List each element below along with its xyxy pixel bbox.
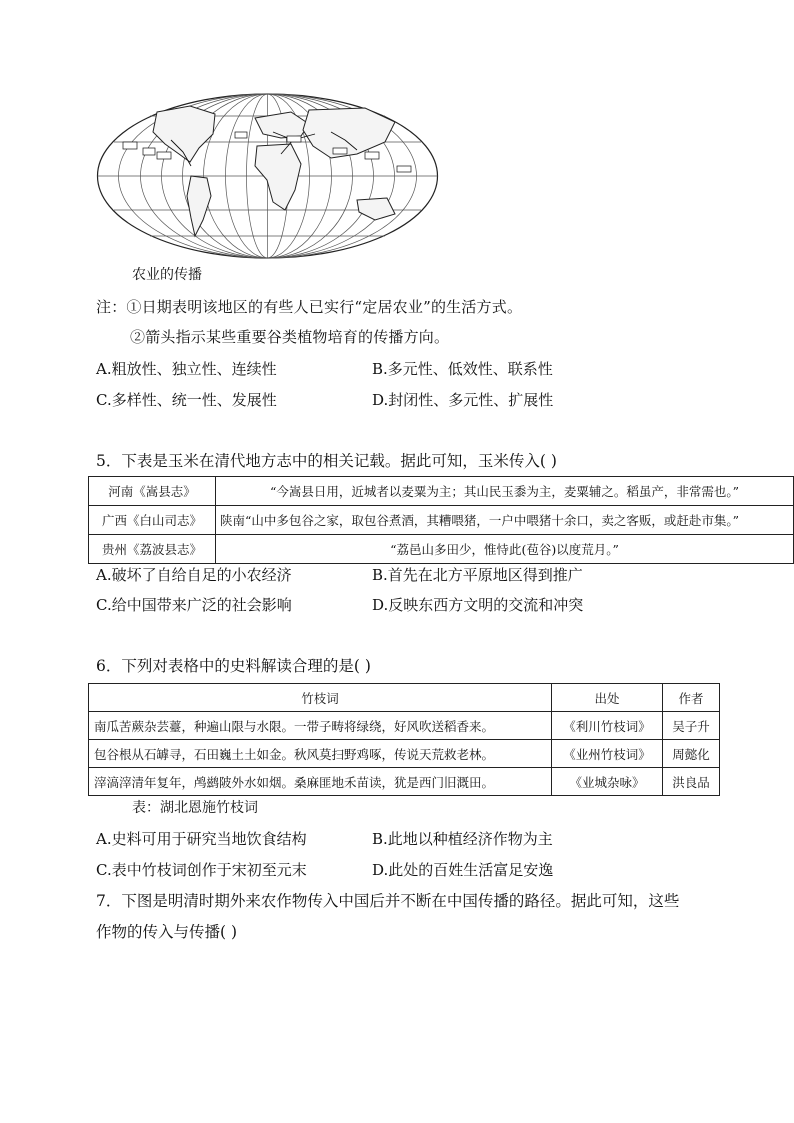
q5-option-d: D.反映东西方文明的交流和冲突 [372, 596, 584, 614]
figure-note-2: ②箭头指示某些重要谷类植物培育的传播方向。 [130, 328, 450, 346]
table-cell-author: 吴子升 [663, 712, 720, 740]
table-cell-poem: 南瓜苦蕨杂芸薹，种遍山限与水限。一带子畴将绿绕，好风吹送稻香来。 [89, 712, 552, 740]
q5-stem: 5．下表是玉米在清代地方志中的相关记载。据此可知，玉米传入( ) [96, 452, 557, 470]
table-cell-text: “荔邑山多田少，惟恃此(苞谷)以度荒月。” [216, 535, 794, 564]
table-row [89, 740, 720, 768]
q4-option-b: B.多元性、低效性、联系性 [372, 360, 553, 378]
table-cell-source: 《利川竹枝词》 [552, 712, 663, 740]
table-cell-text: “今嵩县日用，近城者以麦粟为主；其山民玉黍为主，麦粟辅之。稻虽产，非常需也。” [216, 477, 794, 506]
table-row [89, 535, 794, 564]
table-cell-source: 贵州《荔波县志》 [89, 535, 216, 564]
figure-caption: 农业的传播 [132, 267, 202, 283]
table-cell-poem: 滓滈滓清年复年，鸬鹚陂外水如烟。桑麻匪地禾苗读，犹是西门旧溉田。 [89, 768, 552, 796]
q5-option-c: C.给中国带来广泛的社会影响 [96, 596, 292, 614]
q6-option-c: C.表中竹枝词创作于宋初至元末 [96, 861, 307, 879]
q6-option-b: B.此地以种植经济作物为主 [372, 830, 553, 848]
table-cell-poem: 包谷根从石罅寻，石田巍土土如金。秋风莫扫野鸡啄，传说天荒救老林。 [89, 740, 552, 768]
map-continents [153, 106, 395, 236]
table-cell-author: 周懿化 [663, 740, 720, 768]
table-row [89, 506, 794, 535]
q4-option-c: C.多样性、统一性、发展性 [96, 391, 277, 409]
table-header: 出处 [552, 684, 663, 712]
table-header: 竹枝词 [89, 684, 552, 712]
table-row [89, 712, 720, 740]
table-cell-text: 陕南“山中多包谷之家，取包谷煮酒，其糟喂猪，一户中喂猪十余口，卖之客贩，或赶赴市集。” [216, 506, 794, 535]
q6-table [88, 683, 720, 796]
q4-option-a: A.粗放性、独立性、连续性 [96, 360, 277, 378]
world-agriculture-map [95, 92, 440, 260]
q6-option-a: A.史料可用于研究当地饮食结构 [96, 830, 307, 848]
q5-option-a: A.破坏了自给自足的小农经济 [96, 566, 292, 584]
q6-stem: 6．下列对表格中的史料解读合理的是( ) [96, 657, 371, 675]
q6-table-caption: 表：湖北恩施竹枝词 [132, 800, 258, 816]
figure-note-1: 注：①日期表明该地区的有些人已实行“定居农业”的生活方式。 [96, 298, 523, 316]
table-header-row [89, 684, 720, 712]
table-cell-source: 河南《嵩县志》 [89, 477, 216, 506]
table-cell-source: 《业州竹枝词》 [552, 740, 663, 768]
table-header: 作者 [663, 684, 720, 712]
table-cell-author: 洪良品 [663, 768, 720, 796]
q7-stem-line-2: 作物的传入与传播( ) [96, 923, 238, 941]
q7-stem-line-1: 7．下图是明清时期外来农作物传入中国后并不断在中国传播的路径。据此可知，这些 [96, 892, 680, 910]
table-row [89, 768, 720, 796]
q5-option-b: B.首先在北方平原地区得到推广 [372, 566, 583, 584]
table-cell-source: 广西《白山司志》 [89, 506, 216, 535]
q4-option-d: D.封闭性、多元性、扩展性 [372, 391, 554, 409]
table-cell-source: 《业城杂咏》 [552, 768, 663, 796]
q5-table [88, 476, 794, 564]
table-row [89, 477, 794, 506]
q6-option-d: D.此处的百姓生活富足安逸 [372, 861, 554, 879]
